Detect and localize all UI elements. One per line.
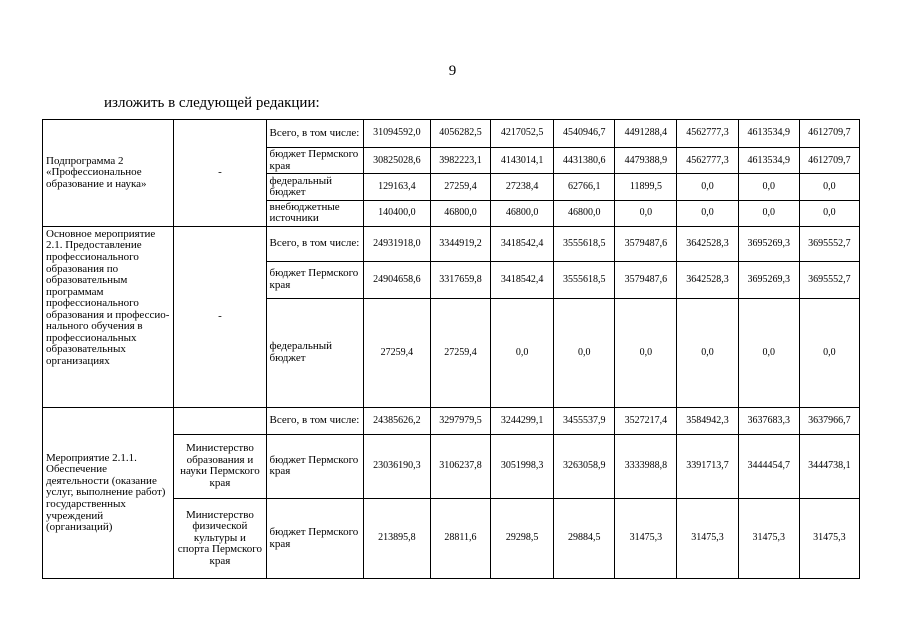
value-cell: 140400,0 [363, 200, 430, 226]
value-cell: 3418542,4 [491, 262, 554, 298]
value-cell: 27259,4 [430, 174, 490, 200]
value-cell: 3584942,3 [677, 408, 738, 434]
value-cell: 0,0 [799, 200, 859, 226]
value-cell: 0,0 [615, 200, 677, 226]
value-cell: 46800,0 [430, 200, 490, 226]
value-cell: 31475,3 [799, 499, 859, 579]
value-cell: 3579487,6 [615, 262, 677, 298]
value-cell: 3333988,8 [615, 434, 677, 499]
value-cell: 31475,3 [615, 499, 677, 579]
value-cell: 213895,8 [363, 499, 430, 579]
source-cell: бюджет Пермского края [266, 148, 363, 174]
value-cell: 4143014,1 [491, 148, 554, 174]
value-cell: 0,0 [677, 200, 738, 226]
value-cell: 3695269,3 [738, 226, 799, 261]
value-cell: 3982223,1 [430, 148, 490, 174]
page-number: 9 [448, 63, 457, 79]
value-cell: 27259,4 [430, 298, 490, 408]
value-cell: 0,0 [677, 298, 738, 408]
value-cell: 0,0 [677, 174, 738, 200]
value-cell: 11899,5 [615, 174, 677, 200]
value-cell: 3244299,1 [491, 408, 554, 434]
value-cell: 4562777,3 [677, 148, 738, 174]
table-row [43, 120, 860, 148]
source-cell: бюджет Пермского края [266, 434, 363, 499]
intro-text: изложить в следующей редакции: [104, 95, 320, 111]
value-cell: 129163,4 [363, 174, 430, 200]
value-cell: 24904658,6 [363, 262, 430, 298]
value-cell: 0,0 [738, 174, 799, 200]
value-cell: 3695552,7 [799, 262, 859, 298]
value-cell: 3637966,7 [799, 408, 859, 434]
value-cell: 0,0 [738, 298, 799, 408]
value-cell: 4540946,7 [554, 120, 615, 148]
source-cell: федеральный бюджет [266, 298, 363, 408]
value-cell: 3344919,2 [430, 226, 490, 261]
value-cell: 3106237,8 [430, 434, 490, 499]
activity-name: Мероприятие 2.1.1. Обеспечение деятельности (оказание услуг, выполнение работ) государственных учреждений (организаций) [43, 408, 174, 579]
value-cell: 27238,4 [491, 174, 554, 200]
source-cell: Всего, в том числе: [266, 226, 363, 261]
value-cell: 4056282,5 [430, 120, 490, 148]
value-cell: 3555618,5 [554, 226, 615, 261]
value-cell: 3263058,9 [554, 434, 615, 499]
value-cell: 24931918,0 [363, 226, 430, 261]
value-cell: 3297979,5 [430, 408, 490, 434]
value-cell: 62766,1 [554, 174, 615, 200]
value-cell: 3418542,4 [491, 226, 554, 261]
value-cell: 31475,3 [677, 499, 738, 579]
value-cell: 3642528,3 [677, 262, 738, 298]
value-cell: 3455537,9 [554, 408, 615, 434]
value-cell: 0,0 [799, 298, 859, 408]
value-cell: 3579487,6 [615, 226, 677, 261]
value-cell: 4613534,9 [738, 120, 799, 148]
value-cell: 4562777,3 [677, 120, 738, 148]
value-cell: 3317659,8 [430, 262, 490, 298]
source-cell: федеральный бюджет [266, 174, 363, 200]
value-cell: 4491288,4 [615, 120, 677, 148]
source-cell: Всего, в том числе: [266, 120, 363, 148]
value-cell: 3527217,4 [615, 408, 677, 434]
value-cell: 0,0 [615, 298, 677, 408]
value-cell: 0,0 [554, 298, 615, 408]
value-cell: 23036190,3 [363, 434, 430, 499]
value-cell: 4431380,6 [554, 148, 615, 174]
value-cell: 0,0 [491, 298, 554, 408]
table-row [43, 408, 860, 434]
value-cell: 4612709,7 [799, 120, 859, 148]
source-cell: бюджет Пермского края [266, 499, 363, 579]
value-cell: 3642528,3 [677, 226, 738, 261]
value-cell: 28811,6 [430, 499, 490, 579]
value-cell: 3695269,3 [738, 262, 799, 298]
value-cell: 24385626,2 [363, 408, 430, 434]
executor-cell [174, 408, 266, 434]
value-cell: 3051998,3 [491, 434, 554, 499]
value-cell: 29298,5 [491, 499, 554, 579]
value-cell: 4612709,7 [799, 148, 859, 174]
value-cell: 3444454,7 [738, 434, 799, 499]
value-cell: 3391713,7 [677, 434, 738, 499]
executor-cell: Министерство образования и науки Пермского края [174, 434, 266, 499]
budget-table [42, 119, 860, 579]
source-cell: Всего, в том числе: [266, 408, 363, 434]
value-cell: 0,0 [799, 174, 859, 200]
value-cell: 30825028,6 [363, 148, 430, 174]
value-cell: 3555618,5 [554, 262, 615, 298]
value-cell: 31475,3 [738, 499, 799, 579]
value-cell: 3637683,3 [738, 408, 799, 434]
value-cell: 3444738,1 [799, 434, 859, 499]
value-cell: 46800,0 [554, 200, 615, 226]
value-cell: 29884,5 [554, 499, 615, 579]
executor-cell: - [174, 120, 266, 227]
value-cell: 0,0 [738, 200, 799, 226]
source-cell: бюджет Пермского края [266, 262, 363, 298]
executor-cell: - [174, 226, 266, 408]
value-cell: 4479388,9 [615, 148, 677, 174]
table-row [43, 226, 860, 261]
value-cell: 3695552,7 [799, 226, 859, 261]
value-cell: 4217052,5 [491, 120, 554, 148]
main-activity-name: Основное мероприятие 2.1. Предоставление профессионального образования по образовательным программам профессионального образования и профессио-нального обучения в профессиональных образовательных организациях [43, 226, 174, 408]
subprogram-name: Подпрограмма 2 «Профессиональное образование и наука» [43, 120, 174, 227]
value-cell: 31094592,0 [363, 120, 430, 148]
value-cell: 27259,4 [363, 298, 430, 408]
value-cell: 46800,0 [491, 200, 554, 226]
value-cell: 4613534,9 [738, 148, 799, 174]
executor-cell: Министерство физической культуры и спорта Пермского края [174, 499, 266, 579]
source-cell: внебюджетные источники [266, 200, 363, 226]
